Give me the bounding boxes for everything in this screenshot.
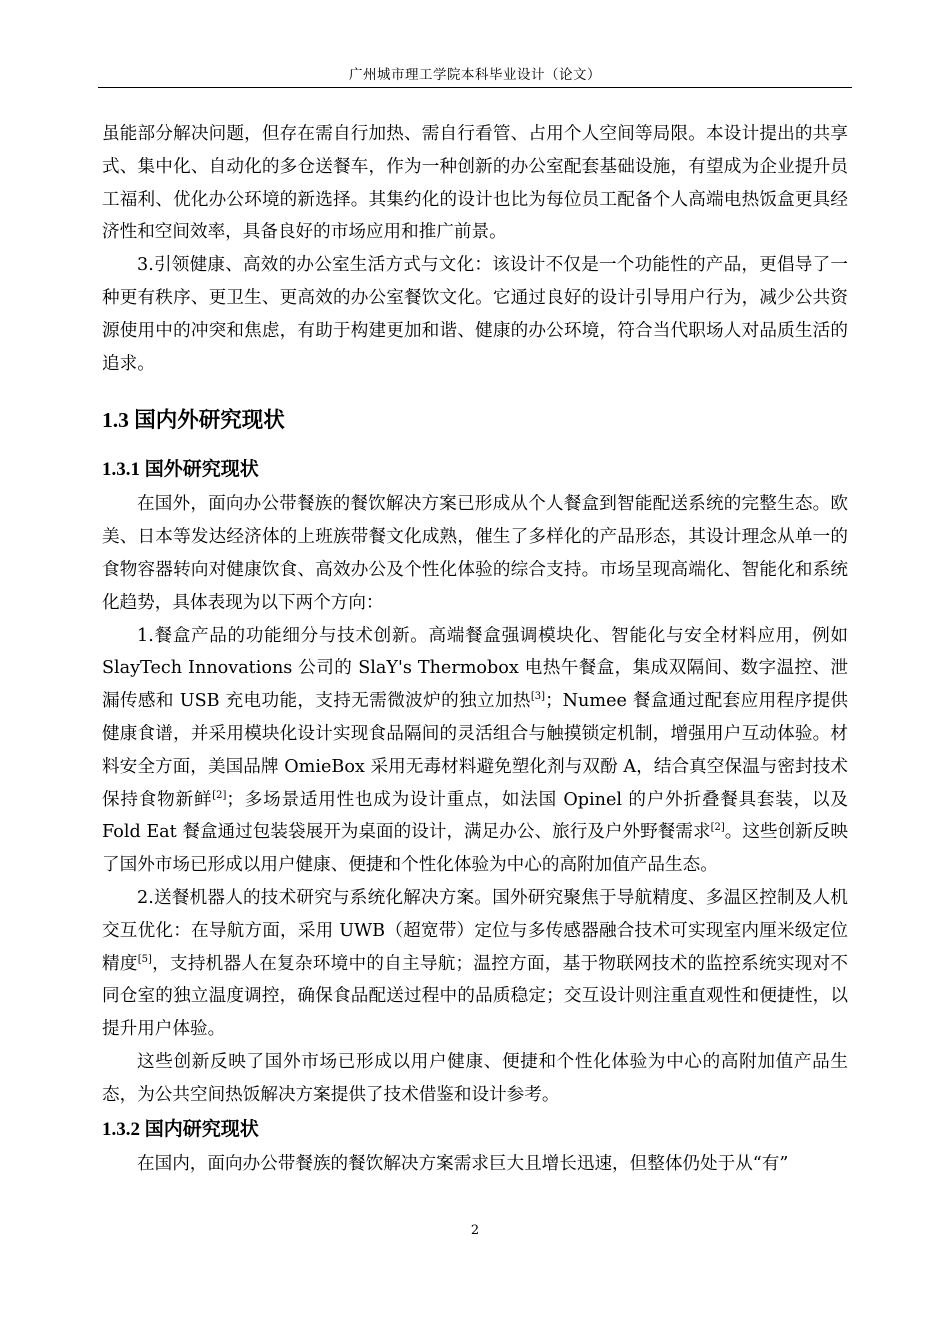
paragraph-lunchbox-innovation bbox=[102, 620, 848, 882]
running-header: 广州城市理工学院本科毕业设计（论文） bbox=[349, 67, 601, 83]
text-segment: ；Numee 餐盒通过配套应用程序提供健康食谱，并采用模块化设计实现食品隔间的灵活组合与触摸锁定机制，增强用户互动体验。材料安全方面，美国品牌 OmieBox 采用无毒材料避免塑化剂与双酚 A，结合真空保温与密封技术保持食物新鲜 bbox=[102, 691, 849, 810]
text-segment: 1.餐盒产品的功能细分与技术创新。高端餐盒强调模块化、智能化与安全材料应用，例如 SlayTech Innovations 公司的 SlaY's Thermobox 电热午餐盒，集成双隔间、数字温控、泄漏传感和 USB 充电功能，支持无需微波炉的独立加热 bbox=[102, 625, 848, 712]
section-heading-1-3: 1.3 国内外研究现状 bbox=[102, 408, 285, 433]
citation: [2] bbox=[710, 822, 725, 834]
paragraph-summary: 这些创新反映了国外市场已形成以用户健康、便捷和个性化体验为中心的高附加值产品生态，为公共空间热饭解决方案提供了技术借鉴和设计参考。 bbox=[102, 1051, 848, 1105]
citation: [3] bbox=[530, 691, 546, 703]
subsection-heading-1-3-2: 1.3.2 国内研究现状 bbox=[102, 1118, 259, 1140]
citation: [5] bbox=[137, 953, 152, 965]
paragraph-delivery-robot bbox=[102, 882, 848, 1046]
paragraph-foreign-intro: 在国外，面向办公带餐族的餐饮解决方案已形成从个人餐盒到智能配送系统的完整生态。欧美、日本等发达经济体的上班族带餐文化成熟，催生了多样化的产品形态，其设计理念从单一的食物容器转向对健康饮食、高效办公及个性化体验的综合支持。市场呈现高端化、智能化和系统化趋势，具体表现为以下两个方向： bbox=[102, 494, 848, 613]
text-segment: 。这些创新反映了国外市场已形成以用户健康、便捷和个性化体验为中心的高附加值产品生态。 bbox=[102, 822, 848, 876]
text-segment: ；多场景适用性也成为设计重点，如法国 Opinel 的户外折叠餐具套装，以及 Fold Eat 餐盒通过包装袋展开为桌面的设计，满足办公、旅行及户外野餐需求 bbox=[102, 789, 848, 843]
page-number: 2 bbox=[470, 1223, 480, 1238]
paragraph-domestic-intro: 在国内，面向办公带餐族的餐饮解决方案需求巨大且增长迅速，但整体仍处于从“有” bbox=[137, 1153, 789, 1174]
text-segment: 2.送餐机器人的技术研究与系统化解决方案。国外研究聚焦于导航精度、多温区控制及人机交互优化：在导航方面，采用 UWB（超宽带）定位与多传感器融合技术可实现室内厘米级定位精度 bbox=[102, 887, 848, 974]
text-segment: ，支持机器人在复杂环境中的自主导航；温控方面，基于物联网技术的监控系统实现对不同仓室的独立温度调控，确保食品配送过程中的品质稳定；交互设计则注重直观性和便捷性，以提升用户体验。 bbox=[102, 953, 848, 1040]
subsection-heading-1-3-1: 1.3.1 国外研究现状 bbox=[102, 459, 259, 481]
citation: [2] bbox=[212, 789, 227, 801]
paragraph-continuation: 虽能部分解决问题，但存在需自行加热、需自行看管、占用个人空间等局限。本设计提出的共享式、集中化、自动化的多仓送餐车，作为一种创新的办公室配套基础设施，有望成为企业提升员工福利、优化办公环境的新选择。其集约化的设计也比为每位员工配备个人高端电热饭盒更具经济性和空间效率，具备良好的市场应用和推广前景。 bbox=[102, 124, 848, 243]
paragraph-point-3: 3.引领健康、高效的办公室生活方式与文化：该设计不仅是一个功能性的产品，更倡导了一种更有秩序、更卫生、更高效的办公室餐饮文化。它通过良好的设计引导用户行为，减少公共资源使用中的冲突和焦虑，有助于构建更加和谐、健康的办公环境，符合当代职场人对品质生活的追求。 bbox=[102, 255, 848, 374]
header-rule bbox=[98, 87, 852, 88]
body-text bbox=[102, 118, 848, 1180]
